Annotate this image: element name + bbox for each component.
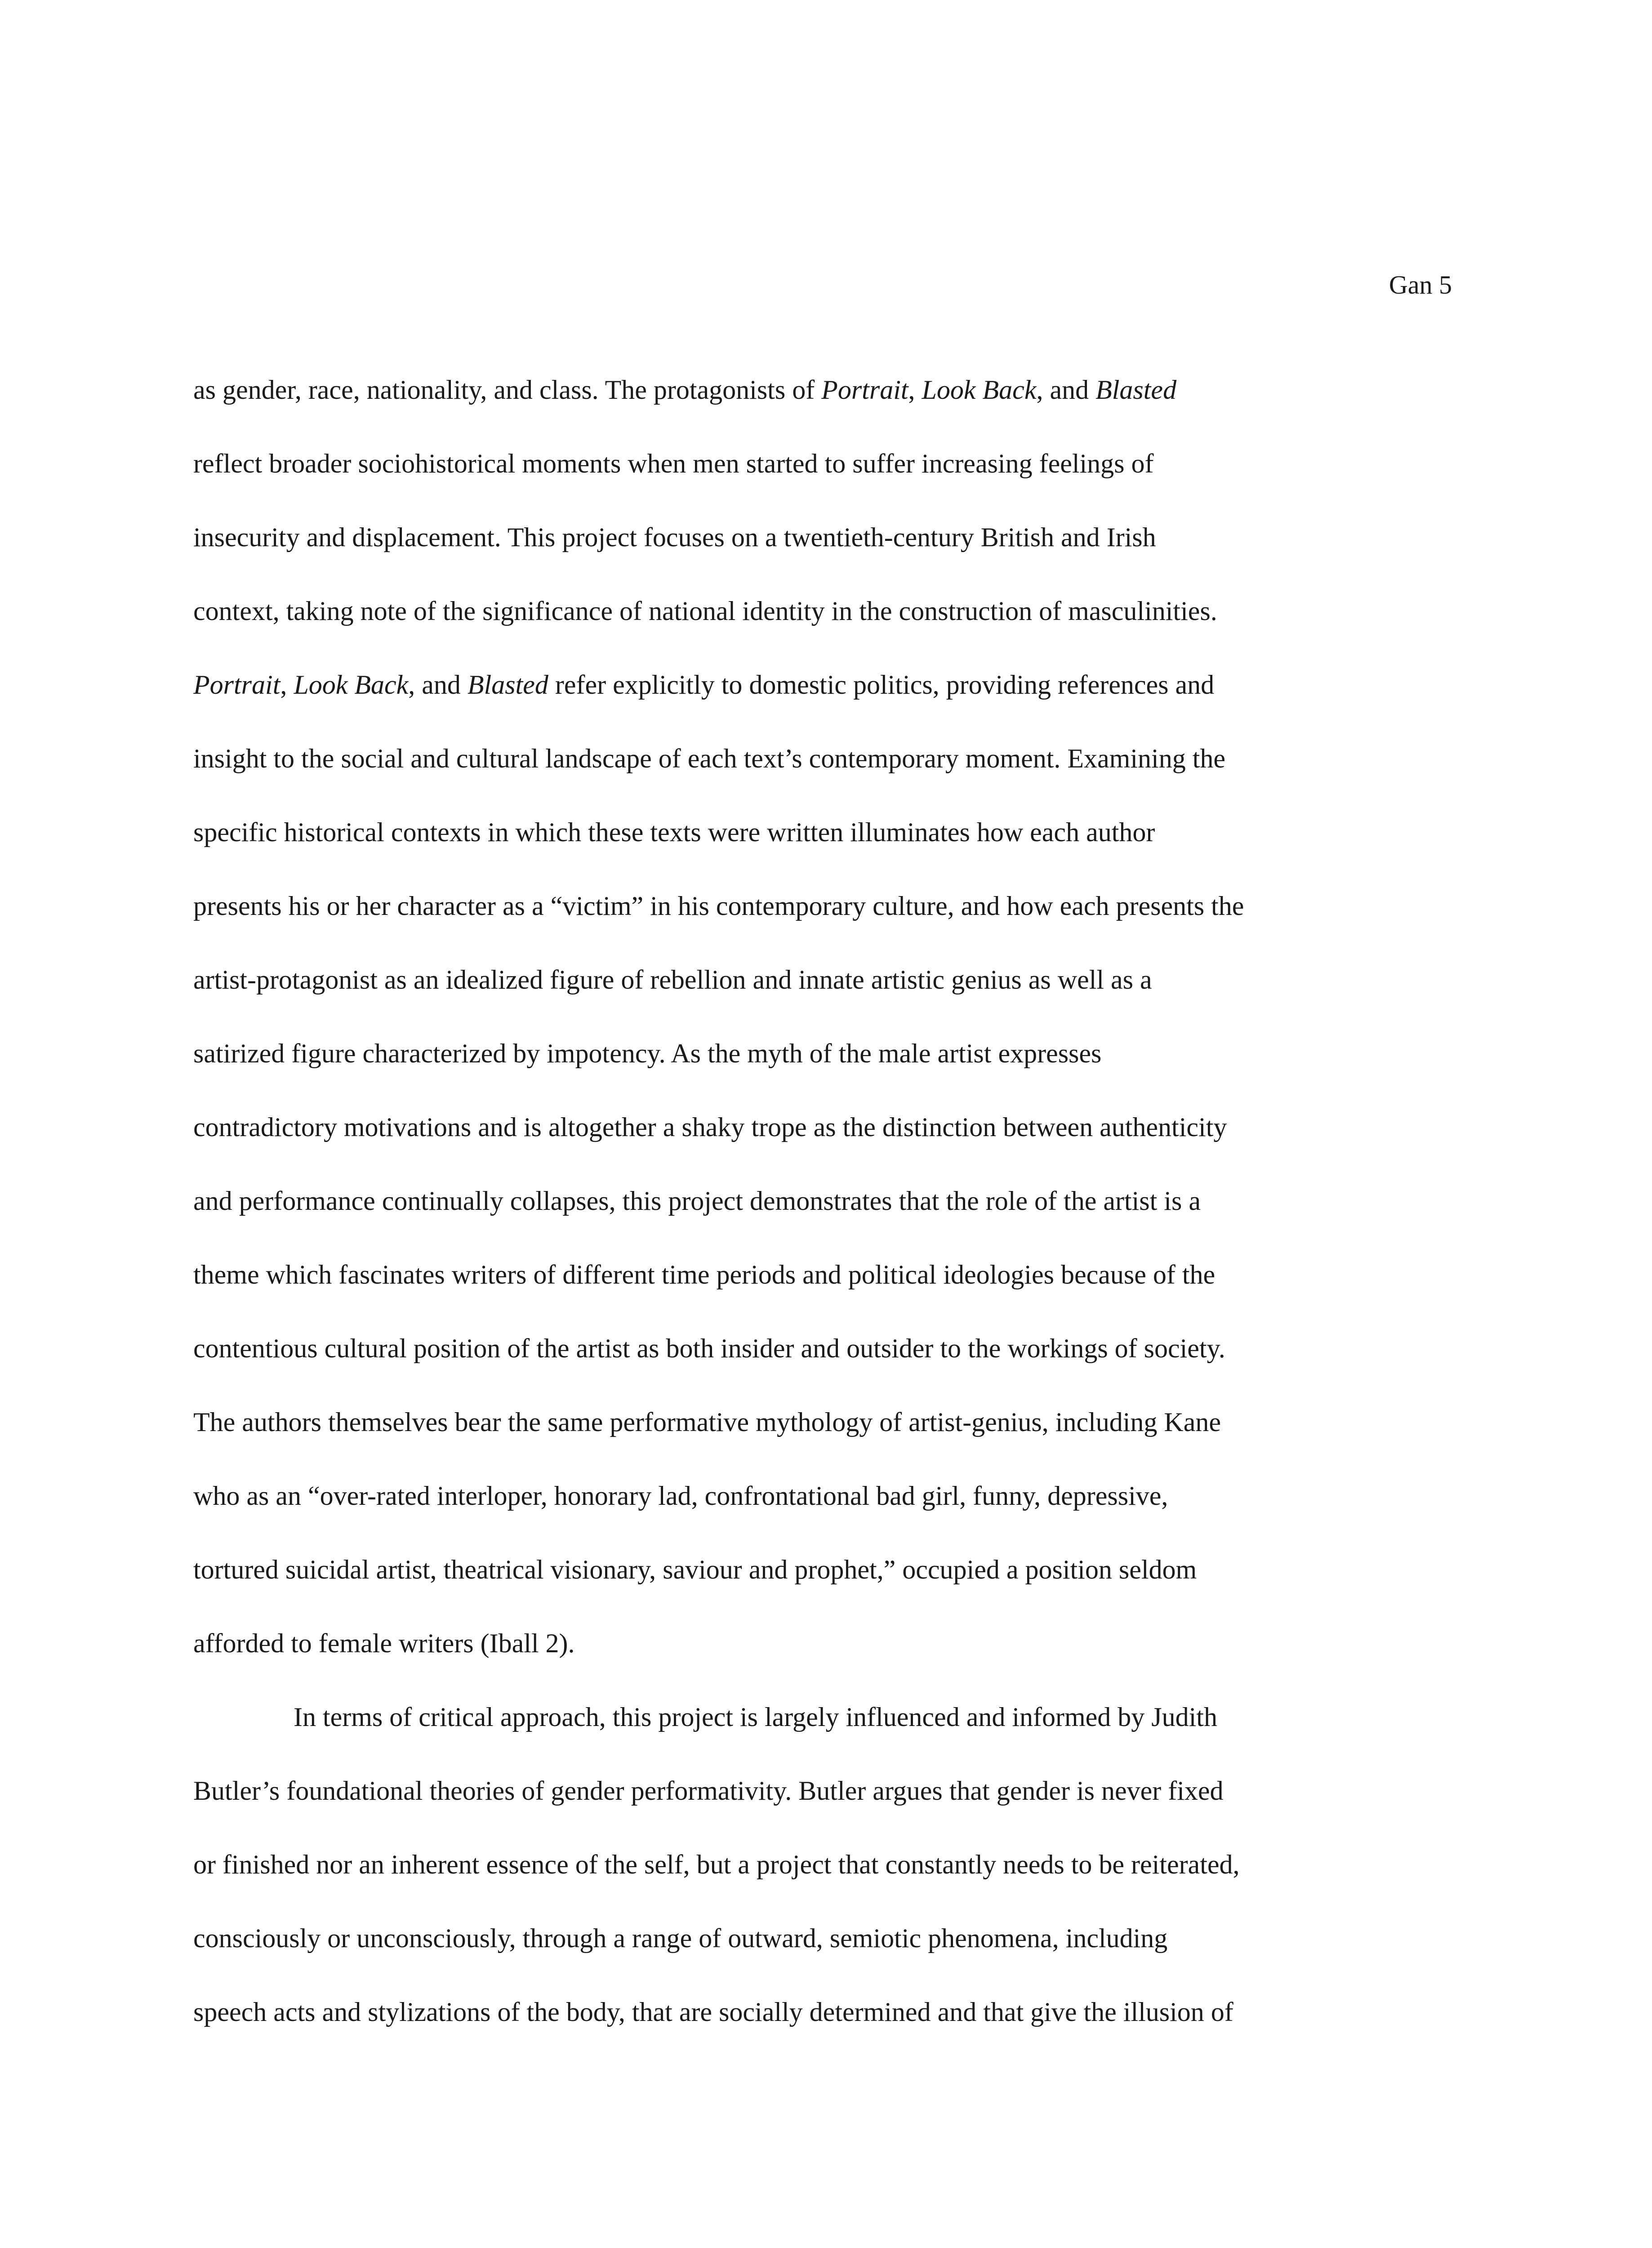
- page-header-number: Gan 5: [1389, 270, 1452, 299]
- text-line: [193, 809, 1479, 883]
- text-line: [193, 1546, 1479, 1620]
- text-line: [193, 1251, 1479, 1325]
- text-line: [193, 1841, 1479, 1915]
- text-line: [193, 1104, 1479, 1178]
- text-line: [193, 440, 1479, 514]
- text-line: [193, 514, 1479, 588]
- text-line: [193, 1915, 1479, 1989]
- text-segment: reflect broader sociohistorical moments when men started to suffer increasing feelings of: [193, 449, 1154, 478]
- italic-title: Look Back: [922, 375, 1037, 405]
- text-line: [193, 956, 1479, 1030]
- text-segment: afforded to female writers (Iball 2).: [193, 1628, 575, 1658]
- italic-title: Portrait: [821, 375, 908, 405]
- text-segment: and performance continually collapses, this project demonstrates that the role of the artist is a: [193, 1186, 1201, 1216]
- text-segment: Butler’s foundational theories of gender performativity. Butler argues that gender is never fixed: [193, 1776, 1224, 1806]
- text-segment: insight to the social and cultural landscape of each text’s contemporary moment. Examining the: [193, 744, 1225, 773]
- text-segment: theme which fascinates writers of different time periods and political ideologies because of the: [193, 1260, 1216, 1289]
- text-segment: artist-protagonist as an idealized figure of rebellion and innate artistic genius as well as a: [193, 965, 1152, 995]
- body-text: [193, 366, 1479, 2062]
- text-segment: presents his or her character as a “victim” in his contemporary culture, and how each presents the: [193, 891, 1244, 921]
- text-segment: satirized figure characterized by impotency. As the myth of the male artist expresses: [193, 1039, 1102, 1068]
- text-segment: , and: [408, 670, 468, 700]
- paragraph-first-line: [193, 1694, 1479, 1767]
- text-line: [193, 366, 1479, 440]
- text-line: [193, 1989, 1479, 2062]
- text-line: [193, 661, 1479, 735]
- italic-title: Blasted: [467, 670, 548, 700]
- italic-title: Portrait: [193, 670, 281, 700]
- text-line: [193, 1178, 1479, 1251]
- text-segment: or finished nor an inherent essence of the self, but a project that constantly needs to be reiterated,: [193, 1850, 1240, 1879]
- text-line: [193, 1325, 1479, 1399]
- italic-title: Look Back: [294, 670, 409, 700]
- text-segment: contradictory motivations and is altogether a shaky trope as the distinction between authenticity: [193, 1112, 1227, 1142]
- text-segment: consciously or unconsciously, through a range of outward, semiotic phenomena, including: [193, 1923, 1168, 1953]
- text-segment: In terms of critical approach, this project is largely influenced and informed by Judith: [294, 1702, 1217, 1732]
- text-line: [193, 1620, 1479, 1694]
- text-line: [193, 883, 1479, 956]
- text-line: [193, 1030, 1479, 1104]
- text-segment: who as an “over-rated interloper, honorary lad, confrontational bad girl, funny, depressive,: [193, 1481, 1168, 1511]
- text-segment: ,: [908, 375, 922, 405]
- text-line: [193, 735, 1479, 809]
- italic-title: Blasted: [1095, 375, 1177, 405]
- text-segment: context, taking note of the significance of national identity in the construction of masculinities.: [193, 596, 1217, 626]
- text-segment: as gender, race, nationality, and class. The protagonists of: [193, 375, 822, 405]
- text-segment: contentious cultural position of the artist as both insider and outsider to the workings of society.: [193, 1334, 1225, 1363]
- text-line: [193, 1472, 1479, 1546]
- text-segment: tortured suicidal artist, theatrical visionary, saviour and prophet,” occupied a position seldom: [193, 1555, 1197, 1584]
- text-segment: insecurity and displacement. This project focuses on a twentieth-century British and Irish: [193, 522, 1156, 552]
- text-segment: specific historical contexts in which these texts were written illuminates how each author: [193, 817, 1155, 847]
- text-line: [193, 1399, 1479, 1472]
- text-line: [193, 1767, 1479, 1841]
- text-line: [193, 588, 1479, 661]
- text-segment: The authors themselves bear the same performative mythology of artist-genius, including Kane: [193, 1407, 1221, 1437]
- text-segment: speech acts and stylizations of the body, that are socially determined and that give the illusion of: [193, 1997, 1233, 2027]
- text-segment: refer explicitly to domestic politics, providing references and: [548, 670, 1215, 700]
- text-segment: ,: [280, 670, 294, 700]
- text-segment: , and: [1036, 375, 1096, 405]
